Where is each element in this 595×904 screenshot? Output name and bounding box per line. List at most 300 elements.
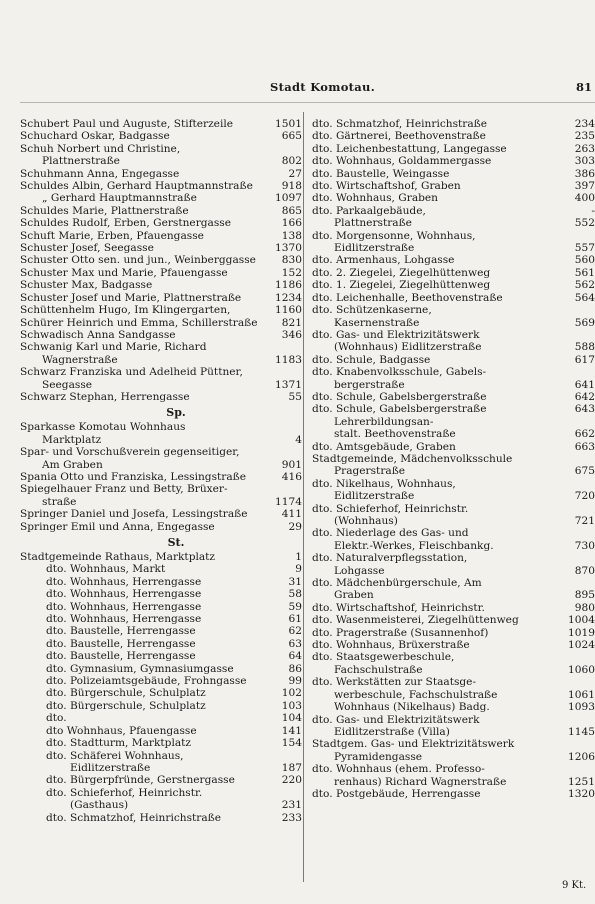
directory-entry (312, 763, 595, 775)
directory-entry (20, 329, 302, 341)
house-number: 562 (574, 279, 595, 292)
directory-entry (20, 563, 302, 575)
directory-entry (312, 267, 595, 279)
entry-text: dto. Wohnhaus, Brüxerstraße (312, 639, 470, 652)
directory-entry (20, 551, 302, 563)
house-number: 234 (574, 118, 595, 130)
house-number: 569 (574, 316, 595, 329)
entry-text: Schwarz Franziska und Adelheid Püttner, (20, 366, 243, 379)
entry-text: dto. Wirtschaftshof, Graben (312, 180, 461, 193)
directory-entry (312, 292, 595, 304)
page-number: 81 (576, 80, 593, 94)
directory-entry (312, 217, 595, 229)
entry-text: Schwarz Stephan, Herrengasse (20, 390, 190, 403)
directory-entry (20, 601, 302, 613)
entry-text: Schuchard Oskar, Badgasse (20, 130, 170, 143)
directory-entry (312, 465, 595, 477)
directory-entry (20, 446, 302, 458)
entry-text: Pragerstraße (334, 465, 406, 478)
house-number: 104 (281, 712, 302, 725)
directory-entry (312, 130, 595, 142)
entry-text: Schuh Norbert und Christine, (20, 142, 181, 155)
directory-entry (20, 168, 302, 180)
entry-text: dto. Schieferhof, Heinrichstr. (312, 502, 469, 515)
directory-entry (312, 565, 595, 577)
directory-entry (20, 459, 302, 471)
house-number: 1160 (275, 304, 302, 317)
section-heading: Sp. (166, 406, 186, 420)
house-number: 303 (574, 155, 595, 168)
house-number: 102 (281, 687, 302, 700)
entry-text: Plattnerstraße (42, 155, 120, 168)
house-number: 29 (288, 520, 302, 533)
directory-entry (312, 676, 595, 688)
entry-text: (Wohnhaus) (334, 515, 398, 527)
entry-text: dto. Gas- und Elektrizitätswerk (312, 713, 480, 726)
house-number: 901 (281, 458, 302, 471)
sheet-signature: 9 Kt. (562, 880, 587, 891)
entry-text: Sparkasse Komotau Wohnhaus (20, 421, 186, 434)
directory-entry (312, 664, 595, 676)
house-number: 61 (288, 613, 302, 626)
entry-text: dto. Gas- und Elektrizitätswerk (312, 328, 480, 341)
entry-text: Am Graben (42, 458, 103, 471)
entry-text: Stadtgem. Gas- und Elektrizitätswerk (312, 738, 515, 751)
house-number: 63 (288, 637, 302, 650)
directory-entry (20, 725, 302, 737)
house-number: 865 (281, 204, 302, 217)
house-number: 1186 (275, 279, 302, 292)
directory-entry (312, 651, 595, 663)
entry-text: dto Wohnhaus, Pfauengasse (46, 724, 197, 737)
house-number: 235 (574, 130, 595, 143)
entry-text: dto. Bürgerschule, Schulplatz (46, 687, 206, 700)
house-number: 821 (281, 316, 302, 329)
house-number: 720 (574, 490, 595, 503)
directory-entry (312, 540, 595, 552)
entry-text: Graben (334, 589, 374, 602)
house-number: 588 (574, 341, 595, 354)
entry-text: dto. Wohnhaus, Markt (46, 563, 166, 576)
house-number: 980 (574, 601, 595, 614)
directory-entry (20, 434, 302, 446)
directory-entry (20, 613, 302, 625)
directory-entry (312, 614, 595, 626)
directory-entry (20, 576, 302, 588)
entry-text: dto. (46, 712, 67, 725)
entry-text: dto. Baustelle, Weingasse (312, 167, 450, 180)
entry-text: dto. Gärtnerei, Beethovenstraße (312, 130, 486, 143)
entry-text: Schuster Otto sen. und jun., Weinberggasse (20, 254, 256, 267)
house-number: 103 (281, 699, 302, 712)
directory-entry (20, 638, 302, 650)
house-number: 9 (295, 563, 302, 576)
directory-entry (312, 416, 595, 428)
directory-entry (20, 675, 302, 687)
house-number: 99 (288, 675, 302, 688)
house-number: 557 (574, 242, 595, 255)
entry-text: dto. Wirtschaftshof, Heinrichstr. (312, 601, 485, 614)
entry-text: dto. Knabenvolksschule, Gabels- (312, 366, 487, 379)
house-number: 1024 (568, 639, 595, 652)
entry-text: dto. Baustelle, Herrengasse (46, 650, 196, 663)
directory-entry (312, 354, 595, 366)
entry-text: Eidlitzerstraße (70, 761, 151, 774)
directory-entry (312, 714, 595, 726)
directory-entry (312, 515, 595, 527)
entry-text: Kasernenstraße (334, 316, 420, 329)
entry-text: Schwadisch Anna Sandgasse (20, 328, 176, 341)
house-number: 1206 (568, 750, 595, 763)
house-number: 233 (281, 811, 302, 824)
directory-entry (20, 180, 302, 192)
house-number: 721 (574, 515, 595, 527)
entry-text: dto. Wohnhaus, Goldammergasse (312, 155, 492, 168)
directory-entry (20, 242, 302, 254)
directory-entry (20, 774, 302, 786)
directory-entry (20, 625, 302, 637)
directory-entry (20, 366, 302, 378)
house-number: 62 (288, 625, 302, 638)
directory-entry (312, 627, 595, 639)
entry-text: Schuster Josef und Marie, Plattnerstraße (20, 291, 242, 304)
entry-text: dto. Naturalverpflegsstation, (312, 552, 468, 565)
house-number: 141 (281, 724, 302, 737)
directory-entry (312, 391, 595, 403)
entry-text: Schuster Max, Badgasse (20, 279, 153, 292)
entry-text: dto. Werkstätten zur Staatsge- (312, 676, 477, 689)
entry-text: Stadtgemeinde, Mädchenvolksschule (312, 452, 513, 465)
directory-entry (312, 552, 595, 564)
directory-entry (312, 453, 595, 465)
directory-entry (312, 329, 595, 341)
house-number: 665 (281, 130, 302, 143)
entry-text: Schürer Heinrich und Emma, Schillerstraße (20, 316, 258, 329)
directory-entry (20, 421, 302, 433)
house-number: 663 (574, 440, 595, 453)
entry-text: Springer Daniel und Josefa, Lessingstraße (20, 508, 248, 521)
house-number: 187 (281, 761, 302, 774)
entry-text: dto. Wohnhaus, Herrengasse (46, 613, 202, 626)
directory-entry (20, 279, 302, 291)
directory-entry (20, 483, 302, 495)
directory-entry (312, 751, 595, 763)
entry-text: dto. Schützenkaserne, (312, 304, 432, 317)
directory-entry (20, 521, 302, 533)
directory-entry (312, 738, 595, 750)
entry-text: dto. Leichenhalle, Beethovenstraße (312, 291, 503, 304)
header-rule (20, 102, 595, 103)
directory-entry (312, 589, 595, 601)
house-number: 220 (281, 774, 302, 787)
house-number: 675 (574, 465, 595, 478)
directory-entry (20, 130, 302, 142)
directory-entry (312, 341, 595, 353)
entry-text: dto. Armenhaus, Lohgasse (312, 254, 455, 267)
house-number: 1320 (568, 787, 595, 800)
directory-entry (312, 441, 595, 453)
house-number: 411 (281, 508, 302, 521)
house-number: 1251 (568, 775, 595, 788)
directory-entry (20, 508, 302, 520)
section-heading: St. (167, 536, 185, 549)
entry-text: Springer Emil und Anna, Engegasse (20, 520, 215, 533)
entry-text: dto. Staatsgewerbeschule, (312, 651, 455, 664)
entry-text: dto. Bürgerschule, Schulplatz (46, 699, 206, 712)
entry-text: Pyramidengasse (334, 750, 423, 763)
directory-entry (312, 143, 595, 155)
entry-text: dto. Wasenmeisterei, Ziegelhüttenweg (312, 614, 519, 627)
entry-text: dto. Polizeiamtsgebäude, Frohngasse (46, 675, 247, 688)
directory-entry (20, 205, 302, 217)
directory-entry (20, 317, 302, 329)
entry-text: dto. Schieferhof, Heinrichstr. (46, 786, 203, 799)
house-number: 55 (288, 390, 302, 403)
directory-entry (20, 391, 302, 403)
house-number: 1004 (568, 614, 595, 627)
entry-text: dto. Schäferei Wohnhaus, (46, 749, 184, 762)
house-number: 154 (281, 737, 302, 750)
entry-text: bergerstraße (334, 378, 405, 391)
house-number: 231 (281, 799, 302, 812)
directory-entry (312, 478, 595, 490)
entry-text: Schubert Paul und Auguste, Stifterzeile (20, 118, 234, 130)
directory-entry (312, 403, 595, 415)
house-number: 1 (295, 551, 302, 563)
directory-entry (20, 254, 302, 266)
directory-entry (312, 180, 595, 192)
house-number: 1501 (275, 118, 302, 130)
entry-text: Lehrerbildungsan- (334, 415, 434, 428)
house-number: 564 (574, 291, 595, 304)
directory-entry (312, 701, 595, 713)
house-number: 397 (574, 180, 595, 193)
entry-text: Wohnhaus (Nikelhaus) Badg. (334, 701, 490, 714)
house-number: 4 (295, 433, 302, 446)
directory-entry (20, 737, 302, 749)
entry-text: Lohgasse (334, 564, 385, 577)
house-number: 1370 (275, 242, 302, 255)
entry-text: dto. Parkaalgebäude, (312, 204, 426, 217)
entry-text: Stadtgemeinde Rathaus, Marktplatz (20, 551, 216, 563)
directory-entry (312, 428, 595, 440)
directory-entry (312, 155, 595, 167)
house-number: 617 (574, 353, 595, 366)
entry-text: dto. Wohnhaus, Graben (312, 192, 439, 205)
entry-text: dto. Leichenbestattung, Langegasse (312, 142, 507, 155)
house-number: 1061 (568, 688, 595, 701)
entry-text: werbeschule, Fachschulstraße (334, 688, 498, 701)
house-number: 662 (574, 428, 595, 441)
entry-text: Eidlitzerstraße (334, 242, 415, 255)
entry-text: (Gasthaus) (70, 799, 129, 812)
right-column (312, 118, 595, 800)
house-number: 59 (288, 600, 302, 613)
directory-entry (312, 317, 595, 329)
directory-entry (312, 577, 595, 589)
entry-text: Schuster Max und Marie, Pfauengasse (20, 266, 228, 279)
directory-entry (312, 602, 595, 614)
house-number: 1183 (275, 353, 302, 366)
directory-entry (312, 726, 595, 738)
directory-entry (312, 192, 595, 204)
house-number: 346 (281, 328, 302, 341)
directory-entry (20, 650, 302, 662)
directory-entry (20, 230, 302, 242)
house-number: 58 (288, 588, 302, 601)
directory-entry (20, 700, 302, 712)
house-number: 552 (574, 217, 595, 230)
directory-entry (20, 143, 302, 155)
house-number: 641 (574, 378, 595, 391)
house-number: 643 (574, 403, 595, 416)
column-divider (303, 112, 304, 882)
entry-text: stalt. Beethovenstraße (334, 428, 456, 441)
directory-entry (20, 354, 302, 366)
entry-text: dto. Pragerstraße (Susannenhof) (312, 626, 489, 639)
directory-entry (20, 118, 302, 130)
entry-text: (Wohnhaus) Eidlitzerstraße (334, 341, 482, 354)
page-title: Stadt Komotau. (270, 80, 376, 94)
entry-text: Schuldes Albin, Gerhard Hauptmannstraße (20, 180, 253, 193)
entry-text: Schuldes Marie, Plattnerstraße (20, 204, 189, 217)
directory-entry (312, 118, 595, 130)
house-number: 642 (574, 390, 595, 403)
house-number: 263 (574, 142, 595, 155)
directory-entry (20, 762, 302, 774)
entry-text: renhaus) Richard Wagnerstraße (334, 775, 507, 788)
entry-text: dto. Bürgerpfründe, Gerstnergasse (46, 774, 235, 787)
directory-entry (20, 787, 302, 799)
entry-text: Elektr.-Werkes, Fleischbankg. (334, 539, 494, 552)
house-number: 561 (574, 266, 595, 279)
entry-text: Spiegelhauer Franz und Betty, Brüxer- (20, 483, 228, 496)
left-column (20, 118, 302, 824)
directory-entry (312, 366, 595, 378)
entry-text: Schuft Marie, Erben, Pfauengasse (20, 229, 204, 242)
directory-entry (312, 490, 595, 502)
directory-entry (20, 750, 302, 762)
entry-text: dto. Niederlage des Gas- und (312, 527, 469, 540)
entry-text: dto. Gymnasium, Gymnasiumgasse (46, 662, 234, 675)
entry-text: dto. 1. Ziegelei, Ziegelhüttenweg (312, 279, 491, 292)
directory-entry (312, 242, 595, 254)
entry-text: Schuhmann Anna, Engegasse (20, 167, 180, 180)
house-number: 1371 (275, 378, 302, 391)
directory-entry (312, 639, 595, 651)
house-number: 416 (281, 470, 302, 483)
house-number: 830 (281, 254, 302, 267)
directory-entry (312, 230, 595, 242)
entry-text: Marktplatz (42, 433, 102, 446)
entry-text: dto. Postgebäude, Herrengasse (312, 787, 481, 800)
entry-text: dto. Mädchenbürgerschule, Am (312, 577, 482, 590)
entry-text: dto. Stadtturm, Marktplatz (46, 737, 191, 750)
house-number: 138 (281, 229, 302, 242)
directory-entry (20, 687, 302, 699)
directory-entry (20, 341, 302, 353)
directory-entry (312, 788, 595, 800)
house-number: 802 (281, 155, 302, 168)
house-number: 1174 (275, 495, 302, 508)
entry-text: Plattnerstraße (334, 217, 412, 230)
directory-entry (312, 776, 595, 788)
directory-entry (20, 496, 302, 508)
house-number: 1097 (275, 192, 302, 205)
entry-text: dto. Schmatzhof, Heinrichstraße (312, 118, 488, 130)
directory-entry (312, 279, 595, 291)
entry-text: Wagnerstraße (42, 353, 118, 366)
directory-entry (20, 471, 302, 483)
entry-text: dto. Schule, Gabelsbergerstraße (312, 390, 487, 403)
directory-entry (20, 267, 302, 279)
house-number: 730 (574, 539, 595, 552)
entry-text: dto. Morgensonne, Wohnhaus, (312, 229, 476, 242)
entry-text: Eidlitzerstraße (334, 490, 415, 503)
entry-text: dto. Schmatzhof, Heinrichstraße (46, 811, 222, 824)
entry-text: „ Gerhard Hauptmannstraße (42, 192, 197, 205)
entry-text: dto. 2. Ziegelei, Ziegelhüttenweg (312, 266, 491, 279)
entry-text: dto. Amtsgebäude, Graben (312, 440, 456, 453)
house-number: 31 (288, 575, 302, 588)
entry-text: dto. Wohnhaus, Herrengasse (46, 600, 202, 613)
entry-text: dto. Wohnhaus, Herrengasse (46, 588, 202, 601)
house-number: 64 (288, 650, 302, 663)
entry-text: Fachschulstraße (334, 663, 423, 676)
house-number: 27 (288, 167, 302, 180)
directory-entry (20, 379, 302, 391)
directory-entry (312, 168, 595, 180)
entry-text: dto. Wohnhaus, Herrengasse (46, 575, 202, 588)
house-number: 1093 (568, 701, 595, 714)
directory-entry (20, 292, 302, 304)
entry-text: dto. Baustelle, Herrengasse (46, 637, 196, 650)
directory-entry (20, 799, 302, 811)
house-number: 400 (574, 192, 595, 205)
house-number: 1234 (275, 291, 302, 304)
house-number: - (591, 204, 595, 217)
entry-text: Schüttenhelm Hugo, Im Klingergarten, (20, 304, 231, 317)
entry-text: Spania Otto und Franziska, Lessingstraße (20, 470, 247, 483)
house-number: 895 (574, 589, 595, 602)
entry-text: Schuldes Rudolf, Erben, Gerstnergasse (20, 217, 231, 230)
house-number: 386 (574, 167, 595, 180)
house-number: 1060 (568, 663, 595, 676)
entry-text: Schwanig Karl und Marie, Richard (20, 341, 207, 354)
entry-text: dto. Wohnhaus (ehem. Professo- (312, 763, 485, 776)
directory-entry (312, 304, 595, 316)
entry-text: Schuster Josef, Seegasse (20, 242, 154, 255)
house-number: 166 (281, 217, 302, 230)
house-number: 86 (288, 662, 302, 675)
entry-text: Seegasse (42, 378, 93, 391)
house-number: 870 (574, 564, 595, 577)
directory-entry (312, 689, 595, 701)
entry-text: straße (42, 495, 77, 508)
house-number: 1145 (568, 725, 595, 738)
directory-entry (20, 217, 302, 229)
directory-entry (20, 155, 302, 167)
directory-entry (20, 192, 302, 204)
entry-text: dto. Baustelle, Herrengasse (46, 625, 196, 638)
directory-entry (312, 503, 595, 515)
directory-entry (20, 663, 302, 675)
directory-entry (20, 588, 302, 600)
directory-entry (312, 379, 595, 391)
entry-text: Eidlitzerstraße (Villa) (334, 725, 450, 738)
directory-entry (312, 254, 595, 266)
entry-text: dto. Schule, Badgasse (312, 353, 431, 366)
